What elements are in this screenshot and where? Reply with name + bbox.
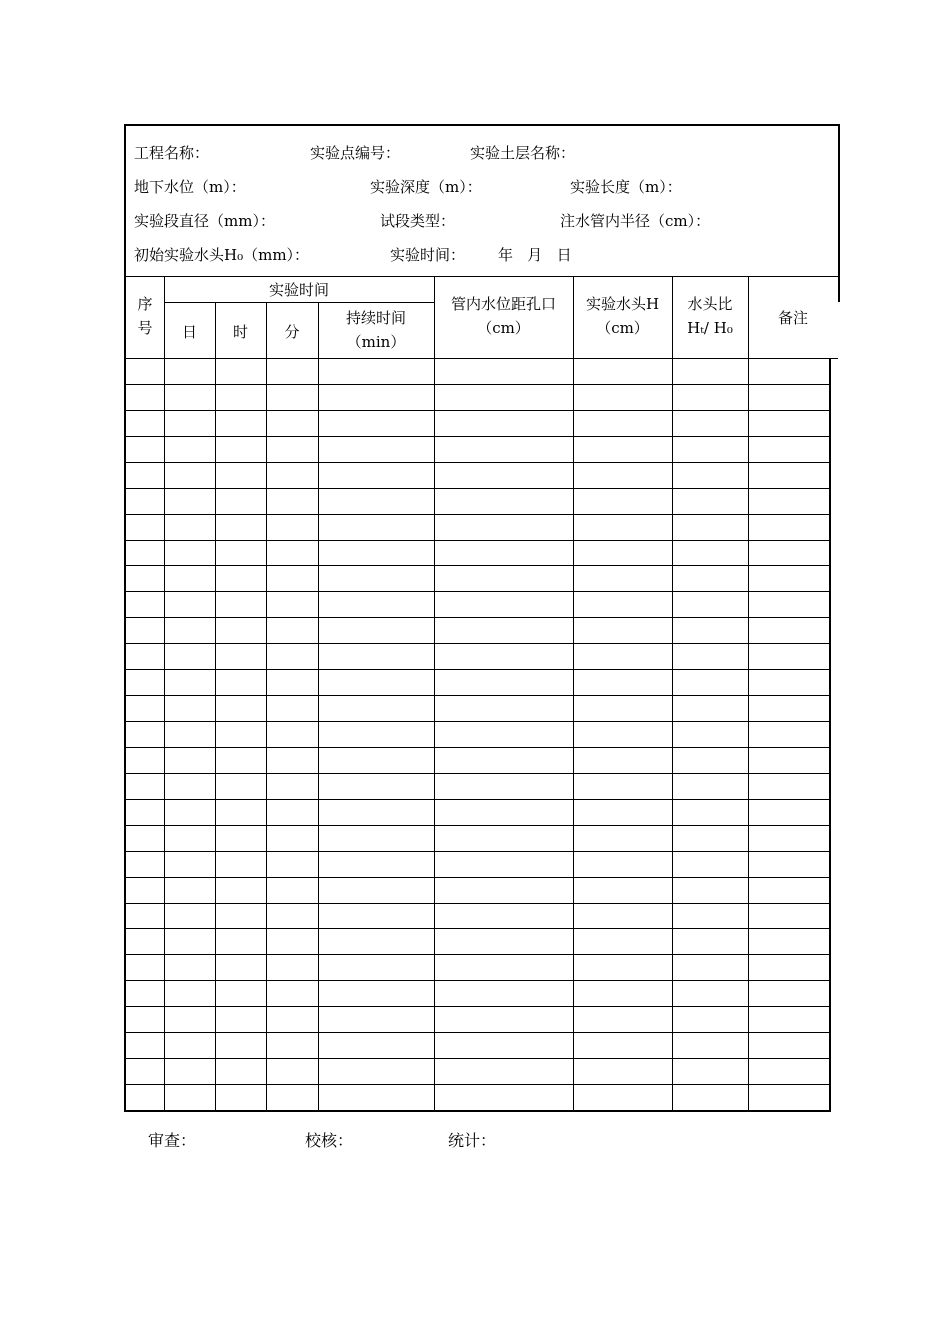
table-row-line <box>124 877 830 878</box>
table-row-line <box>124 488 830 489</box>
test-time-label: 实验时间： <box>390 246 466 264</box>
table-row-line <box>124 643 830 644</box>
table-row-line <box>124 773 830 774</box>
initial-head-label: 初始实验水头H₀（mm）： <box>134 246 310 264</box>
header-test-time: 实验时间 <box>268 281 329 299</box>
grid-col-line <box>748 276 749 1112</box>
table-row-line <box>124 565 830 566</box>
grid-col-line <box>164 276 165 1112</box>
table-row-line <box>124 1058 830 1059</box>
table-row-line <box>124 384 830 385</box>
table-row-line <box>124 721 830 722</box>
table-row-line <box>124 747 830 748</box>
header-head-ratio: 水头比 Hₜ/ H₀ <box>687 295 733 337</box>
table-row-line <box>124 928 830 929</box>
test-point-no-label: 实验点编号： <box>310 144 401 162</box>
table-row-line <box>124 617 830 618</box>
header-bottom-line <box>124 358 838 359</box>
header-head: 实验水头H （cm） <box>585 295 660 337</box>
soil-layer-name-label: 实验土层名称： <box>470 144 576 162</box>
border-right-lower <box>829 358 831 1112</box>
form-frame <box>124 124 840 1112</box>
table-row-line <box>124 903 830 904</box>
table-row-line <box>124 695 830 696</box>
header-water-level: 管内水位距孔口 （cm） <box>450 295 556 337</box>
table-row-line <box>124 825 830 826</box>
grid-col-line <box>573 276 574 1112</box>
grid-col-line <box>434 276 435 1112</box>
header-remarks: 备注 <box>777 309 808 327</box>
table-row-line <box>124 540 830 541</box>
grid-col-line <box>672 276 673 1112</box>
info-table-separator <box>124 276 840 277</box>
header-duration: 持续时间 （min） <box>345 309 406 351</box>
border-top <box>124 124 840 126</box>
review-label: 审查： <box>148 1131 197 1150</box>
test-length-label: 实验长度（m）： <box>570 178 682 196</box>
table-row-line <box>124 591 830 592</box>
table-row-line <box>124 980 830 981</box>
table-row-line <box>124 514 830 515</box>
table-row-line <box>124 462 830 463</box>
groundwater-level-label: 地下水位（m）： <box>134 178 246 196</box>
test-depth-label: 实验深度（m）： <box>370 178 482 196</box>
section-diameter-label: 实验段直径（mm）： <box>134 212 275 230</box>
table-row-line <box>124 799 830 800</box>
date-format-label: 年 月 日 <box>498 246 572 264</box>
statistics-label: 统计： <box>448 1131 497 1150</box>
table-row-line <box>124 410 830 411</box>
grid-col-line <box>318 302 319 1112</box>
grid-col-line <box>266 302 267 1112</box>
table-row-line <box>124 1084 830 1085</box>
section-type-label: 试段类型： <box>380 212 456 230</box>
header-minute: 分 <box>284 323 300 341</box>
grid-col-line <box>215 302 216 1112</box>
header-hour: 时 <box>232 323 248 341</box>
table-row-line <box>124 1032 830 1033</box>
header-day: 日 <box>181 323 197 341</box>
table-row-line <box>124 436 830 437</box>
table-row-line <box>124 1006 830 1007</box>
header-subdivider <box>164 302 434 303</box>
table-row-line <box>124 851 830 852</box>
border-bottom <box>124 1110 831 1112</box>
header-seq: 序 号 <box>137 295 153 337</box>
pipe-radius-label: 注水管内半径（cm）： <box>560 212 711 230</box>
table-row-line <box>124 669 830 670</box>
project-name-label: 工程名称： <box>134 144 210 162</box>
table-row-line <box>124 954 830 955</box>
check-label: 校核： <box>305 1131 354 1150</box>
